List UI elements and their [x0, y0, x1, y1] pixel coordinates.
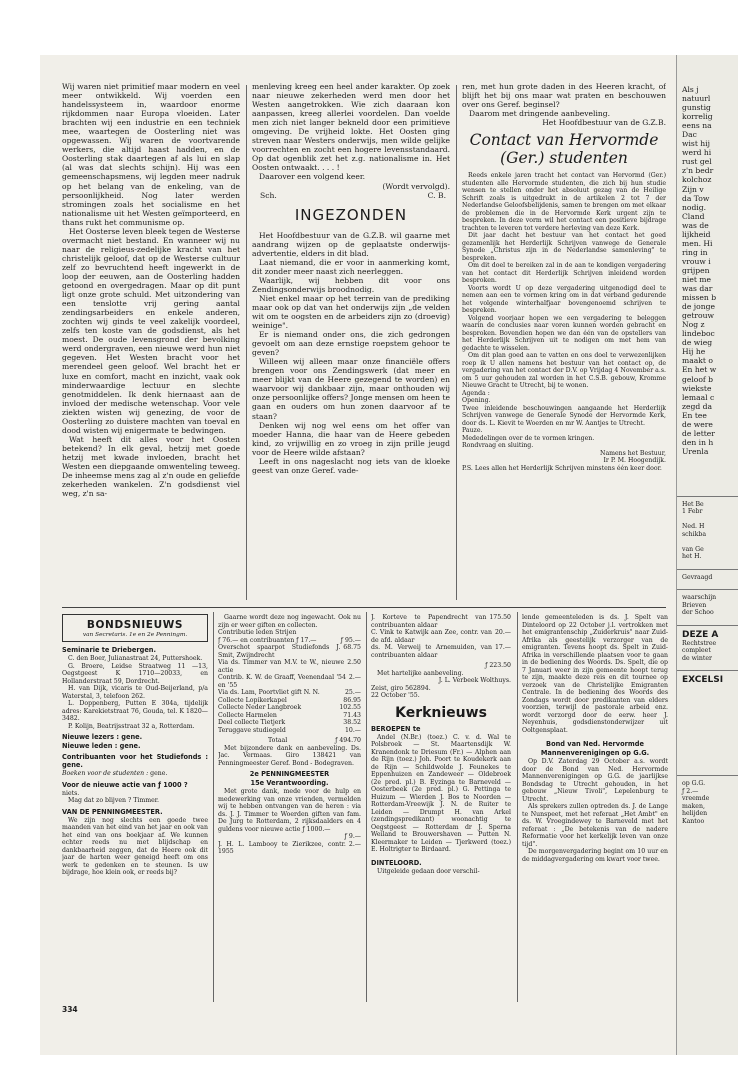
letter-paragraph: Het Hoofdbestuur van de G.Z.B. wil gaarne met aandrang wijzen op de geplaatste onderwijs-advertentie, elders in dit blad.	[252, 230, 450, 258]
article-column-3	[462, 82, 666, 604]
contact-paragraph: Om dit doel te bereiken zal in de aan te kondigen vergadering van het contact dit Herderlijk Schrijven inleidend worden besproken.	[462, 262, 666, 285]
article-paragraph: Het Oosterse leven bleek tegen de Westerse overmacht niet bestand. En wanneer wij nu naar de religieus-zedelijke kracht van het christelijk geloof, dat op de Westerse cultuur zelf zo bevruchtend heeft ingewerkt in de loop der eeuwen, aan de Oosterling hadden getoond en overgedragen. Maar op dit punt ligt onze grote schuld. Met uitzondering van een tenslotte vrij gering aantal zendingsarbeiders en enkele anderen, zochten wij ginds te veel zakelijk voordeel, zelfs ten koste van de godsdienst, als het moest. De oude levensgrond der bevolking werd ondergraven, een nieuwe werd hun niet gegeven. Het Westen bracht voor het merendeel geen geloof. Wel bracht het er luxe en comfort, macht en inzicht, vaak ook minderwaardige lectuur en slechte genotmiddelen. Ik denk hiernaast aan de invloed der medische wetenschap. Voor vele ziekten wisten wij genezing, de voor de Oosterling zo duistere machten van toeval en dood wisten wij enigermate te bedwingen.	[62, 226, 240, 435]
ledger-thanks: Met bijzondere dank en aanbeveling. Ds. Jac. Vermaas. Giro 138421 van Penningmeester Geref. Bond - Bodegraven.	[218, 744, 361, 767]
subheading-mannenverenigingen: Mannenverenigingen op G.G.	[540, 749, 650, 757]
adjacent-text-fragment: de winter	[682, 654, 712, 662]
adjacent-text-fragment: gunstig	[682, 103, 711, 113]
adjacent-text-fragment: men. Hi	[682, 238, 713, 248]
ledger-date: 22 October '55.	[371, 692, 420, 699]
ledger-row: ds. M. Verweij te Arnemuiden, van contribuanten aldaar 17.—	[371, 644, 511, 659]
signature-initials: Sch.	[260, 190, 277, 200]
beroepen-text: Andel (N.Br.) (toez.) C. v. d. Wal te Polsbroek — St. Maartensdijk W. Kranendonk te Driesum (Fr.) — Alphen aan de Rijn (toez.) Joh. Poort te Koudekerk aan de Rijn — Schildwolde J. Feunekes te Eppenhuizen en Zandeweer — Oldebroek (2e pred. pl.) B. Eyzinga te Barneveld — Oosterbeek (2e pred. pl.) G. Pettinga te Huizum — Wierden J. Bos te Noorden — Rotterdam-Vreewijk J. N. de Ruiter te Leiden — Drumpt H. van Arkel (zendingspredikant) woonachtig te Oegstgeest — Rotterdam dr J. Sperna Weiland te Brouwershaven — Putten N. Kleermaker te Leiden — Tjerkwerd (toez.) E. Holtrigter te Birdaard.	[371, 733, 511, 853]
ledger-row: J. H. L. Lambooy te Zierikzee, contr. 1955 2.—	[218, 840, 361, 855]
section-heading-contact: Contact van Hervormde (Ger.) studenten	[469, 131, 659, 168]
adjacent-text-fragment: ring in	[682, 247, 708, 257]
letter-signature: Het Hoofdbestuur van de G.Z.B.	[542, 118, 666, 128]
adjacent-text-fragment: Urenla	[682, 446, 709, 456]
bondsnieuws-subtitle: van Secretaris. 1e en 2e Penningm.	[82, 632, 188, 638]
subheading-dinteloord: DINTELOORD.	[371, 858, 422, 867]
letter-paragraph: ren, met hun grote daden in des Heeren kracht, of blijft het bij ons maar wat praten en beschouwen over ons Geref. beginsel?	[462, 82, 666, 110]
bond-text: Als sprekers zullen optreden ds. J. de Lange te Nunspeet, met het referaat „Het Ambt" en ds. W. Vroegindewey te Barneveld met het referaat : „De betekenis van de nadere Reformatie voor het kerkelijk leven van onze tijd".	[522, 803, 668, 848]
adjacent-text-fragment: grijpen	[682, 265, 710, 275]
letter-paragraph: Leeft in ons nageslacht nog iets van de kloeke geest van onze Geref. vade-	[252, 456, 450, 475]
adjacent-text-fragment: compleet	[682, 647, 711, 655]
ledger-row: Via ds. Lam, Poortvliet gift N. N. 25.—	[218, 689, 361, 696]
adjacent-text-fragment: was de	[682, 220, 709, 230]
adjacent-text-fragment: werd hi	[682, 148, 712, 158]
adjacent-text-fragment: wiekste	[682, 383, 712, 393]
adjacent-text-fragment: geloof b	[682, 374, 714, 384]
kerknieuws-column	[371, 614, 511, 1002]
agenda-line: Rondvraag en sluiting.	[462, 442, 534, 450]
actie-value: niets.	[62, 789, 80, 797]
letter-paragraph: Daarom met dringende aanbeveling.	[469, 109, 611, 119]
ledger-row: C. Vink te Katwijk aan Zee, contr. van de afd. aldaar 20.—	[371, 629, 511, 644]
subheading-verantwoording: 15e Verantwoording.	[250, 779, 329, 787]
letter-paragraph: Denken wij nog wel eens om het offer van moeder Hanna, die haar van de Heere gebeden kind, zo vrijwillig en zo vroeg in zijn prille jeugd voor de Heere wilde afstaan?	[252, 420, 450, 457]
ledger-row: Collecte Neder Langbroek 102.55	[218, 704, 361, 711]
column-divider	[213, 612, 214, 1002]
ledger-row: J. Korteve te Papendrecht van contribuanten aldaar 175.50	[371, 614, 511, 629]
ledger-row: Teruggave studiegeld 10.—	[218, 726, 361, 734]
agenda-line: Agenda :	[462, 389, 490, 397]
ledger-total: ƒ 223.50	[485, 662, 511, 669]
section-heading-ingezonden: INGEZONDEN	[294, 205, 408, 224]
adjacent-text-fragment: op G.G.	[682, 780, 706, 788]
adjacent-text-fragment: ƒ 2.—	[682, 787, 699, 795]
article-paragraph: Wat heeft dit alles voor het Oosten betekend? In elk geval, hetzij met goede hetzij met kwade invloeden, bracht het Westen een diepgaande omwenteling teweeg. De inheemse mens zag al z'n oude en geliefde zekerheden wankelen. Z'n godsdienst viel weg, z'n sa-	[62, 434, 240, 499]
ledger-row: Contrib. K. W. de Graaff, Veenendaal '54 en '55 2.—	[218, 674, 361, 689]
adjacent-text-fragment: niet me	[682, 274, 711, 284]
adjacent-text-fragment: getrouw	[682, 311, 714, 321]
adjacent-ad-3	[677, 589, 738, 617]
adjacent-text-fragment	[677, 516, 738, 524]
adjacent-text-fragment: 1 Febr	[682, 508, 703, 516]
adjacent-text-fragment: Gevraagd	[682, 573, 713, 581]
adjacent-text-fragment: Rechtstree	[682, 639, 717, 647]
adjacent-text-fragment: de wieg	[682, 338, 713, 348]
contact-signature: Ir P. M. Hoogendijk.	[603, 457, 666, 465]
kerknieuws-column-2	[522, 614, 668, 1002]
adjacent-text-fragment: En het w	[682, 365, 717, 375]
adjacent-text-fragment: wist hij	[682, 139, 710, 149]
subheading-2e-penningmeester: 2e PENNINGMEESTER	[249, 770, 330, 778]
subheading-leden: Nieuwe leden : gene.	[62, 742, 141, 750]
address-entry: C. den Boer, Julianastraat 24, Puttershoek.	[68, 655, 203, 662]
page-number: 334	[62, 1005, 78, 1014]
adjacent-text-fragment: was dar	[682, 284, 713, 294]
contact-paragraph: Om dit plan goed aan te vatten en ons doel te verwezenlijken roep ik U allen namens het bestuur van het contact op, de vergadering van het contact der D.V. op Vrijdag 4 November a.s. om 5 uur gehouden zal worden in het C.S.B. gebouw, Kromme Nieuwe Gracht te Utrecht, bij te wonen.	[462, 352, 666, 390]
adjacent-text-fragment: rust gel	[682, 157, 712, 167]
ledger-row: ƒ 9.—	[344, 833, 361, 840]
adjacent-text-fragment: kolchoz	[682, 175, 712, 185]
signature-initials: C. B.	[427, 190, 446, 200]
article-column-1	[62, 82, 240, 604]
contact-paragraph: Dit jaar dacht het bestuur van het contact het goed gezamenlijk het Herderlijk Schrijven vanwege de Generale Synode „Christus zijn in de Nederlandse samenleving" te bespreken.	[462, 232, 666, 262]
to-be-continued: (Wordt vervolgd).	[382, 181, 450, 191]
adjacent-text-fragment: Cland	[682, 211, 705, 221]
address-entry: L. Doppenberg, Putten E 304a, tijdelijk adres: Karekietstraat 76, Gouda, tel. K 1820—3482.	[62, 700, 208, 722]
actie-question: Mag dat zo blijven ? Timmer.	[68, 797, 159, 804]
ledger-address: Zeist, giro 562894.	[371, 684, 431, 692]
adjacent-ad-title: EXCELSI	[682, 675, 724, 686]
letter-paragraph: Er is niemand onder ons, die zich gedrongen gevoelt om aan deze ernstige roepstem gehoor te geven?	[252, 330, 450, 358]
adjacent-text-fragment: maken,	[682, 802, 705, 810]
ledger-row: Deel collecte Tietjerk 38.52	[218, 719, 361, 726]
ledger-total: Totaal ƒ 494.70	[268, 737, 361, 744]
bondsnieuws-header-box	[62, 614, 208, 642]
adjacent-text-fragment: de were	[682, 419, 713, 429]
subheading-lezers: Nieuwe lezers : gene.	[62, 733, 143, 741]
ledger-row: ƒ 76.— en contribuanten ƒ 17.— ƒ 95.—	[218, 636, 361, 644]
bondsnieuws-title: BONDSNIEUWS	[86, 619, 184, 631]
penningmeester-text: We zijn nog slechts een goede twee maanden van het eind van het jaar en ook van het eind van ons boekjaar af. We kunnen echter reeds nu met blijdschap en dankbaarheid zeggen, dat de Heere ook dit jaar de harten weer geneigd heeft om ons werk te gedenken en te steunen. Is uw bijdrage, hoe klein ook, er reeds bij?	[62, 816, 208, 876]
ledger-row: Collecte Lopikerkapel 86.95	[218, 696, 361, 704]
article-paragraph: menleving kreeg een heel ander karakter. Op zoek naar nieuwe zekerheden werd men door het Westen aangetrokken. Wie zich daaraan kon aanpassen, kreeg allerlei voordelen. Dan voelde men zich niet langer bekneld door een primitieve omgeving. De vrijheid lokte. Het Oosten ging streven naar Westers onderwijs, men wilde gelijke voorrechten en zocht een hogere levensstandaard. Op dat ogenblik zet het z.g. nationalisme in. Het Oosten ontwaakt. . . . !	[252, 82, 450, 173]
column-divider	[246, 85, 247, 600]
ledger-intro: Gaarne wordt deze nog ingewacht. Ook nu zijn er weer giften en collecten.	[218, 614, 361, 629]
adjacent-page-fragments	[677, 85, 738, 456]
ledger-thanks: Met hartelijke aanbeveling.	[377, 669, 464, 677]
adjacent-text-fragment: van Ge	[682, 545, 704, 553]
subheading-beroepen: BEROEPEN te	[371, 724, 421, 733]
column-divider	[366, 612, 367, 1002]
bond-text: De morgenvergadering begint om 10 uur en de middagvergadering om kwart voor twee.	[522, 848, 668, 863]
adjacent-text-fragment: Het Be	[682, 500, 704, 508]
contact-paragraph: Reeds enkele jaren tracht het contact van Hervormd (Ger.) studenten alle Hervormde studenten, die zich bij hun studie wensen te stellen onder het absoluut gezag van de Heilige Schrift zoals is uitgedrukt in de artikelen 2 tot 7 der Nederlandse Geloofsbelijdenis, samen te brengen om met elkaar de problemen die in de Hervormde Kerk urgent zijn te bespreken. In deze vorm wil het contact een positieve bijdrage trachten te leveren tot verdere herleving van deze Kerk.	[462, 172, 666, 232]
article-column-2	[252, 82, 450, 604]
agenda-line: Pauze.	[462, 427, 483, 435]
address-entry: H. van Dijk, vicaris te Oud-Beijerland, p/a Waterstal, 3, telefoon 262.	[62, 685, 208, 700]
dinteloord-text: Uitgeleide gedaan door verschil-	[377, 867, 480, 875]
adjacent-text-fragment: da Tow	[682, 193, 710, 203]
adjacent-page-strip	[676, 55, 738, 1055]
bond-text: Op D.V. Zaterdag 29 October a.s. wordt door de Bond van Ned. Hervormde Mannenverenigingen op G.G. de jaarlijkse Bondsdag te Utrecht gehouden, in het gebouw „Nieuw Tivoli", Lepelenburg te Utrecht.	[522, 758, 668, 803]
contact-paragraph: Volgend voorjaar hopen we een vergadering te beleggen waarin de conclusies naar voren kunnen worden gebracht en besproken. Bovendien hopen we dan één van de opstellers van het Herderlijk Schrijven uit te nodigen om met hem van gedachte te wisselen.	[462, 314, 666, 352]
adjacent-ad-6	[677, 775, 738, 825]
agenda-line: Opening.	[462, 397, 491, 405]
subheading-penningmeester: VAN DE PENNINGMEESTER.	[62, 807, 163, 816]
adjacent-ad-1	[677, 496, 738, 561]
adjacent-text-fragment: het H.	[682, 553, 702, 561]
adjacent-text-fragment: de jonge	[682, 302, 715, 312]
adjacent-text-fragment: nodig.	[682, 202, 707, 212]
adjacent-text-fragment: Hij he	[682, 347, 706, 357]
adjacent-text-fragment: korrelig	[682, 112, 713, 122]
ledger-column	[218, 614, 361, 1002]
section-divider	[62, 607, 666, 608]
adjacent-text-fragment: zegd da	[682, 401, 713, 411]
ledger-row: Overschot spaarpot Studiefonds J. Smit, Zwijndrecht 68.75	[218, 644, 361, 659]
adjacent-text-fragment: Ned. H	[682, 523, 705, 531]
adjacent-text-fragment: Kantoo	[682, 817, 705, 825]
section-heading-kerknieuws: Kerknieuws	[395, 704, 487, 721]
subheading-contribuanten: Contribuanten voor het Studiefonds : gene.	[62, 753, 208, 769]
column-divider	[456, 85, 457, 600]
adjacent-text-fragment: helijden	[682, 810, 708, 818]
adjacent-text-fragment: missen b	[682, 293, 717, 303]
ledger-row: Contributie leden Strijen	[218, 629, 297, 636]
adjacent-text-fragment: lindeboc	[682, 329, 715, 339]
bondsnieuws-column	[62, 614, 208, 1002]
dinteloord-text: lende gemeenteleden is ds. J. Spelt van Dinteloord op 22 October j.l. vertrokken met het emigrantenschip „Zuiderkruis" naar Zuid-Afrika als geestelijk verzorger van de emigranten. Tevens hoopt ds. Spelt in Zuid-Afrika in verschillende plaatsen voor te gaan in de bediening des Woords. Ds. Spelt, die op 7 Januari weer in zijn gemeente hoopt terug te zijn, maakte deze reis en dit tournee op verzoek van de Christelijke Emigranten Centrale. In de bediening des Woords des Zondags wordt door predikanten van elders voorzien, terwijl de pastorale arbeid enz. wordt verzorgd door de eerw. heer J. Neyenhuis, godsdienstonderwijzer uit Ooltgensplaat.	[522, 614, 668, 734]
subheading-actie: Voor de nieuwe actie van ƒ 1000 ?	[62, 780, 188, 789]
adjacent-text-fragment: lijkheid	[682, 229, 711, 239]
adjacent-ad-4	[677, 625, 738, 663]
adjacent-text-fragment: eens na	[682, 121, 712, 131]
adjacent-text-fragment: natuurl	[682, 94, 711, 104]
ledger-row: Collecte Harmelen 71.43	[218, 711, 361, 719]
boeken-label: Boeken voor de studenten :	[62, 770, 149, 777]
address-entry: G. Broere, Leidse Straatweg 11 —13, Oegstgeest K 1710—20033, en Hollanderstraat 59, Dordrecht.	[62, 662, 208, 685]
letter-paragraph: Willeen wij alleen maar onze financiële offers brengen voor ons Zendingswerk (dat meer en meer blijkt van de Heere gezegend te worden) en waarvoor wij dankbaar zijn, maar onthouden wij onze persoonlijke offers? Jonge mensen om heen te gaan en ouders om hun zonen daarvoor af te staan?	[252, 357, 450, 421]
adjacent-text-fragment: Als j	[682, 85, 699, 94]
boeken-value: gene.	[150, 770, 168, 777]
adjacent-text-fragment: der Schoo	[682, 609, 714, 617]
adjacent-text-fragment: z'n bedr	[682, 166, 714, 176]
article-paragraph: Daarover een volgend keer.	[259, 172, 366, 182]
contact-paragraph: Voorts wordt U op deze vergadering uitgenodigd deel te nemen aan een te vormen kring om in dat verband gedurende het volgende winterhalfjaar bovengenoemd schrijven te bespreken.	[462, 284, 666, 315]
adjacent-text-fragment: vreemde	[682, 795, 710, 803]
contact-postscript: P.S. Lees allen het Herderlijk Schrijven minstens één keer door.	[462, 464, 662, 472]
adjacent-ad-title: DEZE A	[682, 629, 719, 640]
subheading-bond: Bond van Ned. Hervormde	[546, 740, 644, 748]
adjacent-ad-5	[677, 670, 738, 685]
adjacent-text-fragment: Nog z	[682, 320, 705, 330]
verantwoording-text: Met grote dank, mede voor de hulp en medewerking van onze vrienden, vermelden wij te hebben ontvangen van de heren : via ds. J. J. Timmer te Woerden giften van fam. De Jurg te Rotterdam, 2 rijksdaalders en 4 guldens voor nieuwe actie ƒ 1000.—	[218, 788, 361, 833]
adjacent-text-fragment: schikba	[682, 530, 707, 538]
address-entry: P. Kolijn, Beatrijsstraat 32 a, Rotterdam.	[68, 722, 195, 730]
adjacent-text-fragment: lemaal c	[682, 392, 715, 402]
article-paragraph: Wij waren niet primitief maar modern en veel meer ontwikkeld. Wij voerden een handelssysteem in, waardoor enorme rijkdommen naar Europa vloeiden. Later brachten wij een industrie en een techniek mee, waartegen de Oosterling niet was opgewassen. Wij waren de voortvarende werkers, die altijd haast hadden, en de Oosterling stak daartegen af als lui en slap (al was dat slechts schijn). Hij was een gemeenschapsmens, wij legden meer nadruk op het belang van de enkeling, van de persoonlijkheid. Nog later werden stromingen zoals het socialisme en het nationalisme uit het Westen geïmporteerd, en thans rukt het communisme op.	[62, 82, 240, 227]
agenda-line: Twee inleidende beschouwingen aangaande het Herderlijk Schrijven vanwege de Generale Synode der Hervormde Kerk, door ds. L. Kievit te Woerden en mr W. Aantjes te Utrecht.	[462, 404, 666, 427]
adjacent-text-fragment: Dac	[682, 130, 697, 140]
contact-signature: Namens het Bestuur,	[600, 449, 666, 457]
adjacent-text-fragment: maakt o	[682, 356, 713, 366]
agenda-line: Mededelingen over de te vormen kringen.	[462, 434, 595, 442]
ledger-signature: J. L. Verbeek Wolthuys.	[438, 677, 511, 684]
adjacent-text-fragment: Zijn v	[682, 184, 704, 194]
adjacent-text-fragment: waarschijn	[682, 594, 717, 602]
column-divider	[517, 612, 518, 1002]
adjacent-ad-2	[677, 569, 738, 582]
adjacent-text-fragment	[677, 538, 738, 546]
ledger-row: Via ds. Timmer van M.V. te W., nieuwe actie 2.50	[218, 659, 361, 674]
adjacent-text-fragment: de letter	[682, 428, 715, 438]
adjacent-text-fragment: En tee	[682, 410, 707, 420]
letter-paragraph: Waarlijk, wij hebben dit voor ons Zendingsonderwijs broodnodig.	[252, 275, 450, 294]
subheading-seminarie: Seminarie te Driebergen.	[62, 646, 156, 654]
adjacent-text-fragment: Brieven	[682, 601, 707, 609]
adjacent-text-fragment: vrouw i	[682, 256, 711, 266]
letter-paragraph: Niet enkel maar op het terrein van de prediking maar ook op dat van het onderwijs zijn „de velden wit om te oogsten en de arbeiders zijn zo (droevig) weinige".	[252, 293, 450, 331]
adjacent-text-fragment: den in h	[682, 437, 714, 447]
letter-paragraph: Laat niemand, die er voor in aanmerking komt, dit zonder meer naast zich neerleggen.	[252, 257, 450, 276]
